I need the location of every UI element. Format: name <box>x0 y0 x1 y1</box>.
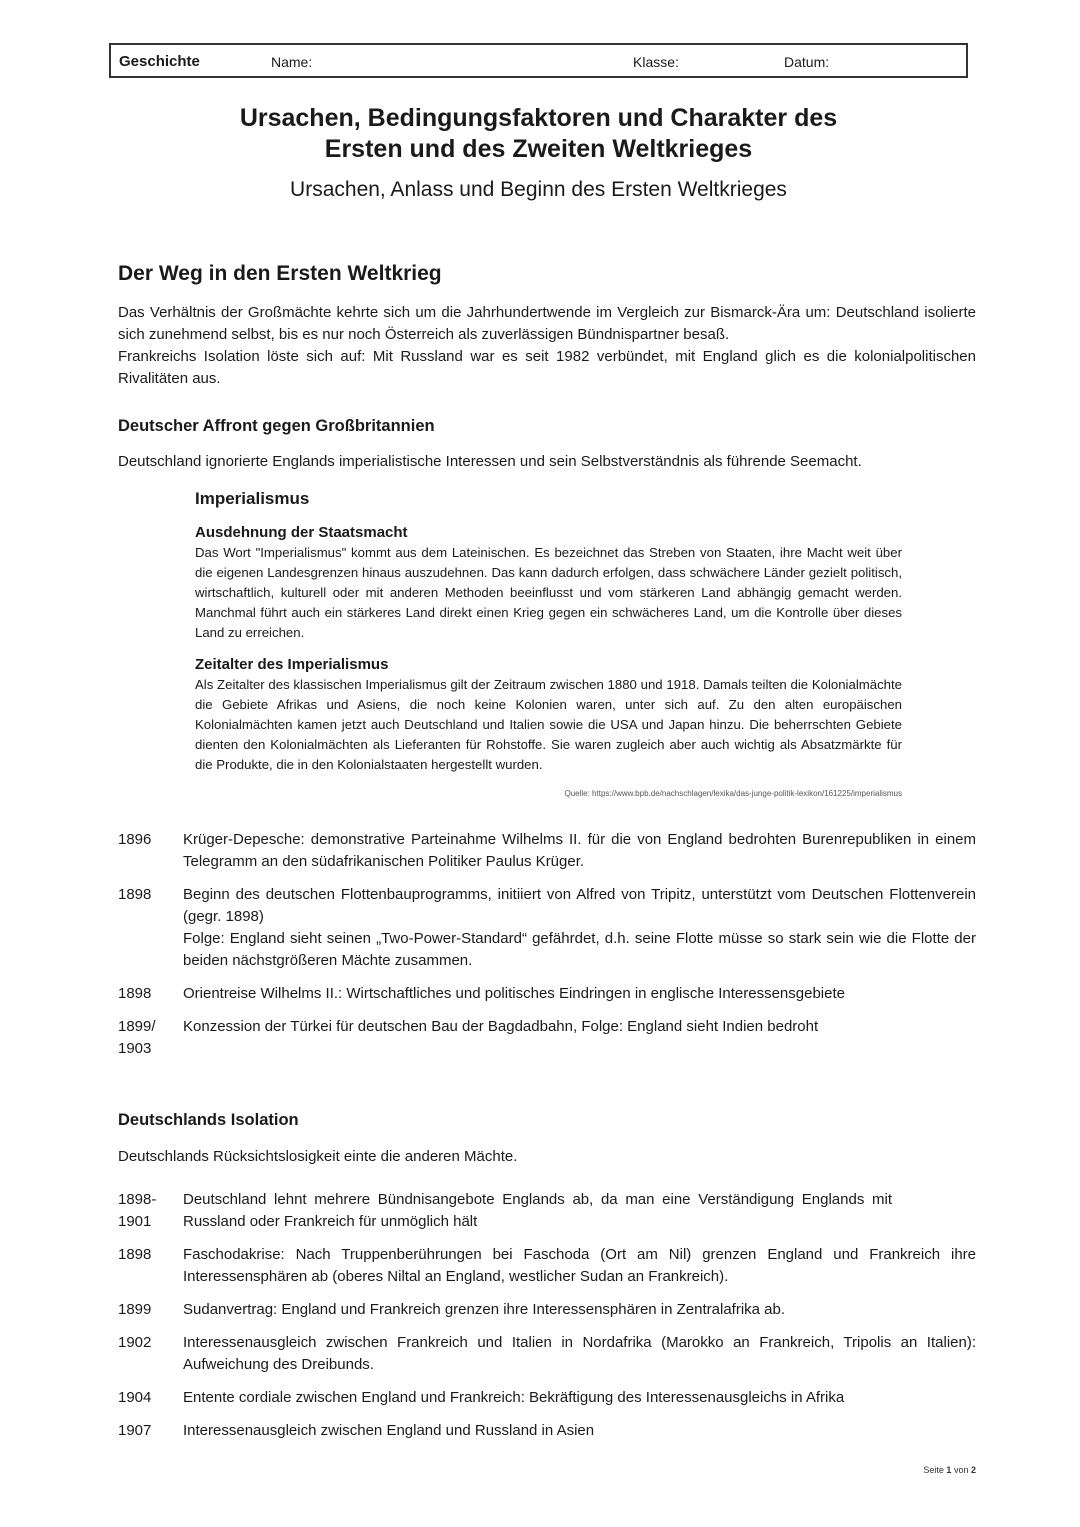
timeline-text: Deutschland lehnt mehrere Bündnisangebote Englands ab, da man eine Verständigung Englands mit Russland oder Frankreich für unmöglich hält <box>183 1191 892 1230</box>
timeline-text: Interessenausgleich zwischen Frankreich und Italien in Nordafrika (Marokko an Frankreich, Tripolis an Italien): Aufweichung des Dreibunds. <box>183 1334 976 1373</box>
page-of: von <box>953 1465 969 1475</box>
document-subtitle: Ursachen, Anlass und Beginn des Ersten Weltkrieges <box>290 178 787 201</box>
timeline-text: Entente cordiale zwischen England und Frankreich: Bekräftigung des Interessenausgleichs in Afrika <box>183 1389 845 1406</box>
worksheet-header <box>109 43 968 78</box>
timeline-row <box>118 1332 976 1376</box>
timeline-year: 1898 <box>118 886 152 903</box>
page-prefix: Seite <box>923 1465 944 1475</box>
page-total: 2 <box>970 1465 976 1475</box>
title-line-1: Ursachen, Bedingungsfaktoren und Charakter des <box>239 104 838 132</box>
page-number <box>923 1465 976 1475</box>
source-citation: Quelle: https://www.bpb.de/nachschlagen/lexika/das-junge-politik-lexikon/161225/imperialismus <box>564 789 902 798</box>
section-paragraph <box>118 302 976 390</box>
box-title: Imperialismus <box>195 489 310 508</box>
isolation-intro: Deutschlands Rücksichtslosigkeit einte die anderen Mächte. <box>118 1148 518 1165</box>
box-text-2: Als Zeitalter des klassischen Imperialismus gilt der Zeitraum zwischen 1880 und 1918. Damals teilten die Kolonialmächte die Gebiete Afrikas und Asiens, die noch keine Kolonien waren, unter sich auf. Zu den alten europäischen Kolonialmächten kamen jetzt auch Deutschland und Italien sowie die USA und Japan hinzu. Die beherrschten Gebiete dienten den Kolonialmächten als Lieferanten für Rohstoffe. Sie waren zugleich aber auch wichtig als Absatzmärkte für die Produkte, die in den Kolonialstaaten hergestellt wurden. <box>195 677 902 772</box>
document-title <box>109 103 968 165</box>
timeline-year: 1898- 1901 <box>118 1191 157 1230</box>
timeline-year: 1899/ 1903 <box>118 1018 156 1057</box>
date-label: Datum: <box>784 54 830 70</box>
timeline-year: 1898 <box>118 985 152 1002</box>
timeline-text: Faschodakrise: Nach Truppenberührungen bei Faschoda (Ort am Nil) grenzen England und Frankreich ihre Interessensphären ab (oberes Niltal an England, westlicher Sudan an Frankreich). <box>183 1246 976 1285</box>
timeline-year: 1904 <box>118 1389 152 1406</box>
name-label: Name: <box>271 54 313 70</box>
timeline-year: 1902 <box>118 1334 152 1351</box>
timeline-row <box>118 829 976 873</box>
timeline-row <box>118 1299 976 1321</box>
section-heading-affront: Deutscher Affront gegen Großbritannien <box>118 417 435 435</box>
timeline-text <box>183 884 976 972</box>
affront-intro: Deutschland ignorierte Englands imperialistische Interessen und sein Selbstverständnis als führende Seemacht. <box>118 453 862 470</box>
section-heading-isolation: Deutschlands Isolation <box>118 1111 299 1129</box>
timeline-text: Orientreise Wilhelms II.: Wirtschaftliches und politisches Eindringen in englische Interessensgebiete <box>183 985 845 1002</box>
timeline-text-line: Folge: England sieht seinen „Two-Power-Standard“ gefährdet, d.h. seine Flotte müsse so stark sein wie die Flotte der beiden nächstgrößeren Mächte zusammen. <box>183 930 976 969</box>
timeline-year: 1899 <box>118 1301 152 1318</box>
subject-label: Geschichte <box>119 53 200 70</box>
box-text-1: Das Wort "Imperialismus" kommt aus dem Lateinischen. Es bezeichnet das Streben von Staaten, ihre Macht weit über die eigenen Landesgrenzen hinaus auszudehnen. Das kann dadurch erfolgen, dass schwächere Länder gezielt politisch, wirtschaftlich, kulturell oder mit anderen Methoden beeinflusst und vom stärkeren Land abhängig gemacht werden. Manchmal führt auch ein stärkeres Land direkt einen Krieg gegen ein schwächeres Land, um die Kontrolle über dieses Land zu erreichen. <box>195 545 902 640</box>
timeline-row <box>118 1420 976 1442</box>
timeline-text: Krüger-Depesche: demonstrative Parteinahme Wilhelms II. für die von England bedrohten Burenrepubliken in einem Telegramm an den südafrikanischen Politiker Paulus Krüger. <box>183 831 976 870</box>
timeline-row <box>118 1189 976 1233</box>
timeline-row <box>118 983 976 1005</box>
timeline-year: 1907 <box>118 1422 152 1439</box>
page-current: 1 <box>946 1465 952 1475</box>
timeline-row <box>118 1387 976 1409</box>
timeline-affront <box>118 829 976 1071</box>
timeline-text-line: Beginn des deutschen Flottenbauprogramms, initiiert von Alfred von Tripitz, unterstützt vom Deutschen Flottenverein (gegr. 1898) <box>183 886 976 925</box>
box-subheading-2: Zeitalter des Imperialismus <box>195 656 389 673</box>
timeline-row <box>118 884 976 972</box>
paragraph-1: Das Verhältnis der Großmächte kehrte sich um die Jahrhundertwende im Vergleich zur Bismarck-Ära um: Deutschland isolierte sich zunehmend selbst, bis es nur noch Österreich als zuverlässigen Bündnispartner besaß. <box>118 304 976 343</box>
timeline-row <box>118 1016 976 1060</box>
title-line-2: Ersten und des Zweiten Weltkrieges <box>324 135 753 163</box>
section-heading-weg: Der Weg in den Ersten Weltkrieg <box>118 262 442 285</box>
timeline-text: Sudanvertrag: England und Frankreich grenzen ihre Interessensphären in Zentralafrika ab. <box>183 1301 786 1318</box>
timeline-text: Konzession der Türkei für deutschen Bau der Bagdadbahn, Folge: England sieht Indien bedroht <box>183 1018 819 1035</box>
timeline-text: Interessenausgleich zwischen England und Russland in Asien <box>183 1422 595 1439</box>
box-subheading-1: Ausdehnung der Staatsmacht <box>195 524 408 541</box>
imperialism-info-box <box>195 489 902 798</box>
timeline-year: 1898 <box>118 1246 152 1263</box>
paragraph-2: Frankreichs Isolation löste sich auf: Mit Russland war es seit 1982 verbündet, mit England glich es die kolonialpolitischen Rivalitäten aus. <box>118 348 976 387</box>
timeline-isolation <box>118 1189 976 1453</box>
timeline-row <box>118 1244 976 1288</box>
class-label: Klasse: <box>633 54 679 70</box>
timeline-year: 1896 <box>118 831 152 848</box>
